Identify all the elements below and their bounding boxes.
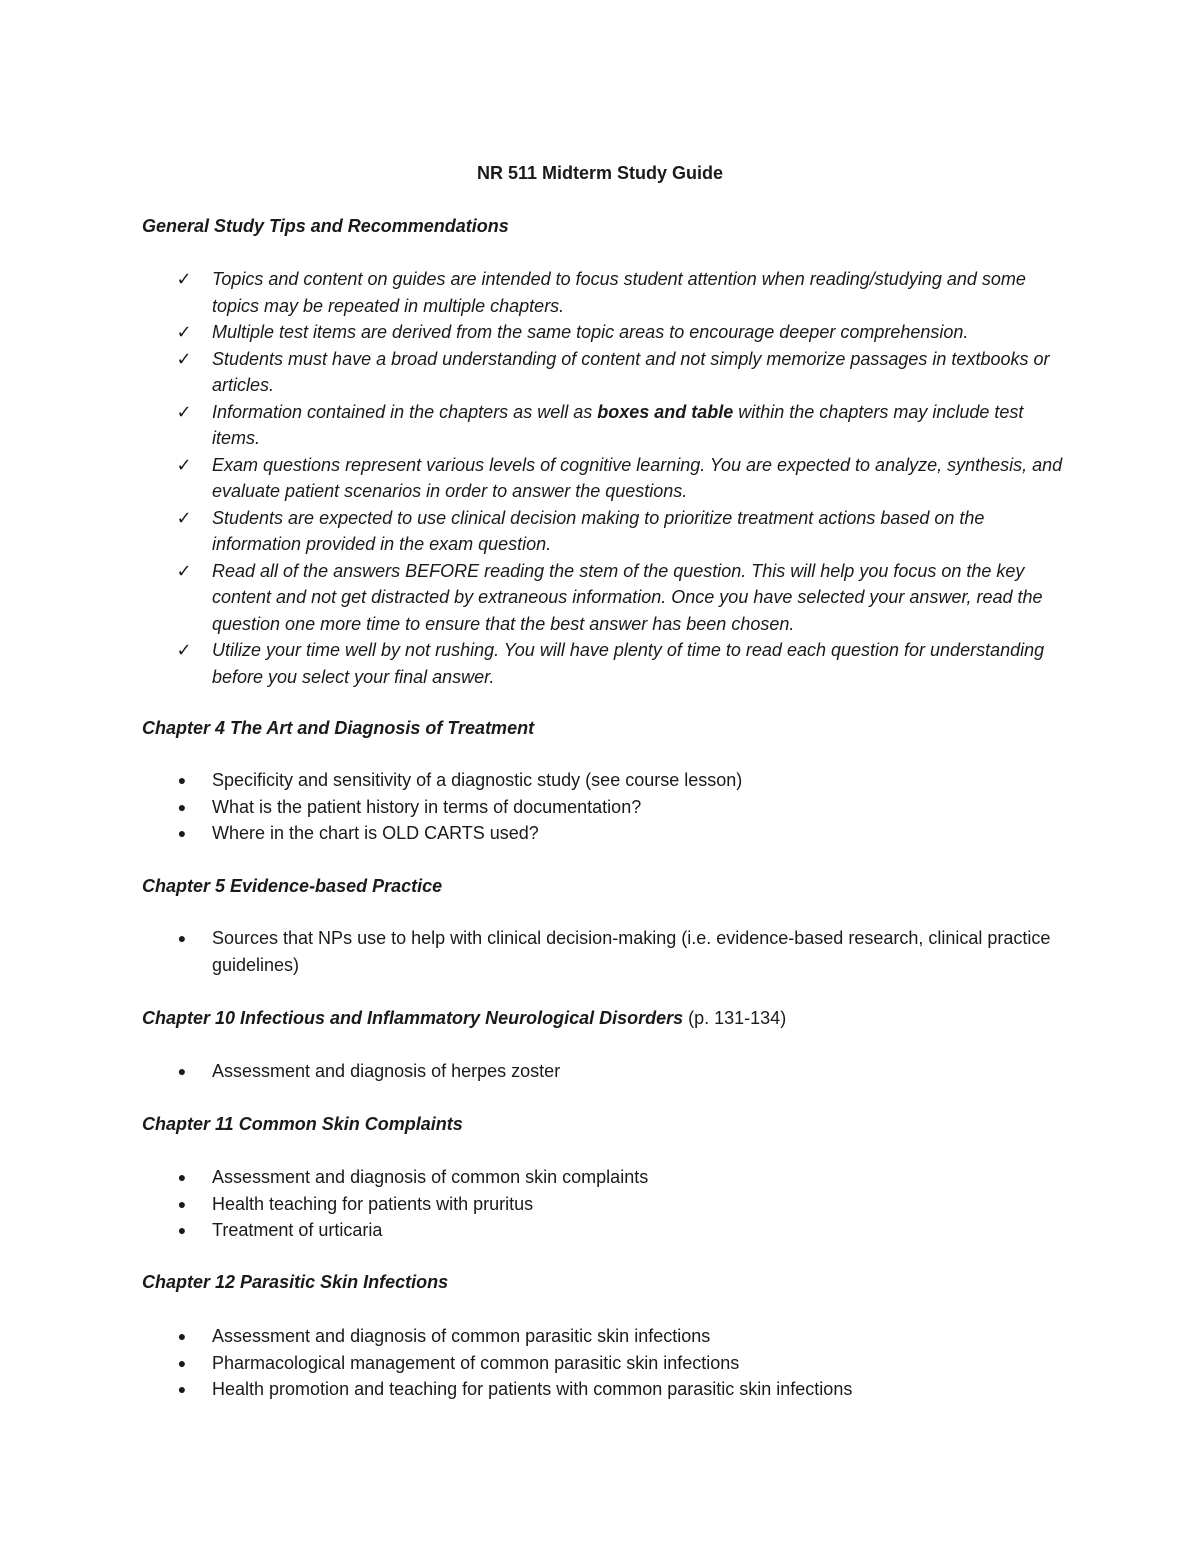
bullet-icon: ● — [177, 1328, 187, 1344]
chapter-10-page-range: (p. 131-134) — [683, 1008, 787, 1028]
checkmark-icon: ✓ — [176, 640, 192, 660]
bullet-icon: ● — [177, 772, 187, 788]
list-item — [142, 637, 1072, 690]
list-item-text: Health teaching for patients with pruritus — [212, 1193, 534, 1214]
document-title: NR 511 Midterm Study Guide — [476, 163, 724, 183]
chapter-12-list — [142, 1323, 1072, 1403]
list-item — [142, 319, 1072, 346]
list-item-text: Sources that NPs use to help with clinical decision-making (i.e. evidence-based research, clinical practice guidelines) — [212, 928, 1051, 975]
list-item — [142, 399, 1072, 452]
checkmark-icon: ✓ — [176, 348, 192, 369]
chapter-11-list — [142, 1164, 1072, 1244]
chapter-12-heading: Chapter 12 Parasitic Skin Infections — [142, 1272, 449, 1292]
list-item — [142, 1323, 1072, 1350]
list-item-text: Assessment and diagnosis of common skin complaints — [212, 1167, 649, 1187]
list-item-text: What is the patient history in terms of documentation? — [212, 796, 642, 817]
list-item — [142, 1350, 1072, 1377]
chapter-10-heading-text: Chapter 10 Infectious and Inflammatory Neurological Disorders — [142, 1008, 684, 1028]
bullet-icon: ● — [177, 1354, 187, 1371]
list-item — [142, 1217, 1072, 1244]
checkmark-icon: ✓ — [176, 401, 192, 422]
list-item-text: Where in the chart is OLD CARTS used? — [212, 823, 539, 843]
general-tips-heading: General Study Tips and Recommendations — [142, 216, 509, 236]
general-tips-list — [142, 266, 1072, 690]
chapter-11-heading: Chapter 11 Common Skin Complaints — [142, 1114, 463, 1134]
list-item-text: Assessment and diagnosis of common parasitic skin infections — [212, 1326, 711, 1346]
list-item-text: within the chapters may include test items. — [212, 401, 1024, 448]
list-item-text: Read all of the answers BEFORE reading the stem of the question. This will help you focus on the key content and not get distracted by extraneous information. Once you have selected your answer, read the question one more time to ensure that the best answer has been chosen. — [212, 560, 1043, 634]
list-item — [142, 925, 1072, 978]
list-item — [142, 794, 1072, 821]
list-item-text: Treatment of urticaria — [212, 1220, 383, 1240]
bullet-icon: ● — [177, 1169, 187, 1185]
checkmark-icon: ✓ — [176, 560, 192, 581]
list-item-text: Students must have a broad understanding of content and not simply memorize passages in textbooks or articles. — [212, 348, 1050, 395]
list-item-text: Pharmacological management of common parasitic skin infections — [212, 1352, 740, 1373]
list-item-text: Information contained in the chapters as well as — [212, 401, 598, 422]
bullet-icon: ● — [177, 1195, 187, 1212]
bullet-icon: ● — [177, 1381, 187, 1397]
list-item — [142, 1164, 1072, 1191]
chapter-4-heading: Chapter 4 The Art and Diagnosis of Treatment — [142, 718, 535, 738]
chapter-5-list — [142, 925, 1072, 978]
list-item — [142, 1058, 1072, 1085]
list-item — [142, 767, 1072, 794]
list-item — [142, 820, 1072, 847]
list-item-text: Specificity and sensitivity of a diagnostic study (see course lesson) — [212, 770, 743, 790]
bullet-icon: ● — [177, 1063, 187, 1079]
bullet-icon: ● — [177, 1222, 187, 1238]
chapter-10-list — [142, 1058, 1072, 1085]
list-item-emphasis: boxes and table — [597, 401, 734, 422]
checkmark-icon: ✓ — [176, 269, 192, 289]
list-item-text: Multiple test items are derived from the same topic areas to encourage deeper comprehension. — [212, 322, 969, 342]
bullet-icon: ● — [177, 798, 187, 815]
checkmark-icon: ✓ — [176, 322, 192, 342]
list-item-text: Exam questions represent various levels of cognitive learning. You are expected to analyze, synthesis, and evaluate patient scenarios in order to answer the questions. — [212, 454, 1063, 501]
bullet-icon: ● — [177, 825, 187, 841]
list-item — [142, 1376, 1072, 1403]
chapter-5-heading: Chapter 5 Evidence-based Practice — [142, 876, 443, 896]
chapter-4-list — [142, 767, 1072, 847]
list-item — [142, 452, 1072, 505]
list-item-text: Utilize your time well by not rushing. You will have plenty of time to read each question for understanding before you select your final answer. — [212, 640, 1045, 687]
list-item — [142, 1191, 1072, 1218]
list-item-text: Topics and content on guides are intended to focus student attention when reading/studying and some topics may be repeated in multiple chapters. — [212, 269, 1026, 316]
checkmark-icon: ✓ — [176, 507, 192, 528]
list-item — [142, 505, 1072, 558]
list-item — [142, 266, 1072, 319]
list-item — [142, 558, 1072, 638]
bullet-icon: ● — [177, 930, 187, 946]
list-item-text: Students are expected to use clinical decision making to prioritize treatment actions based on the information provided in the exam question. — [212, 507, 985, 554]
list-item-text: Health promotion and teaching for patients with common parasitic skin infections — [212, 1379, 853, 1399]
list-item-text: Assessment and diagnosis of herpes zoster — [212, 1061, 561, 1081]
list-item — [142, 346, 1072, 399]
chapter-10-heading — [142, 1006, 786, 1030]
checkmark-icon: ✓ — [176, 454, 192, 475]
